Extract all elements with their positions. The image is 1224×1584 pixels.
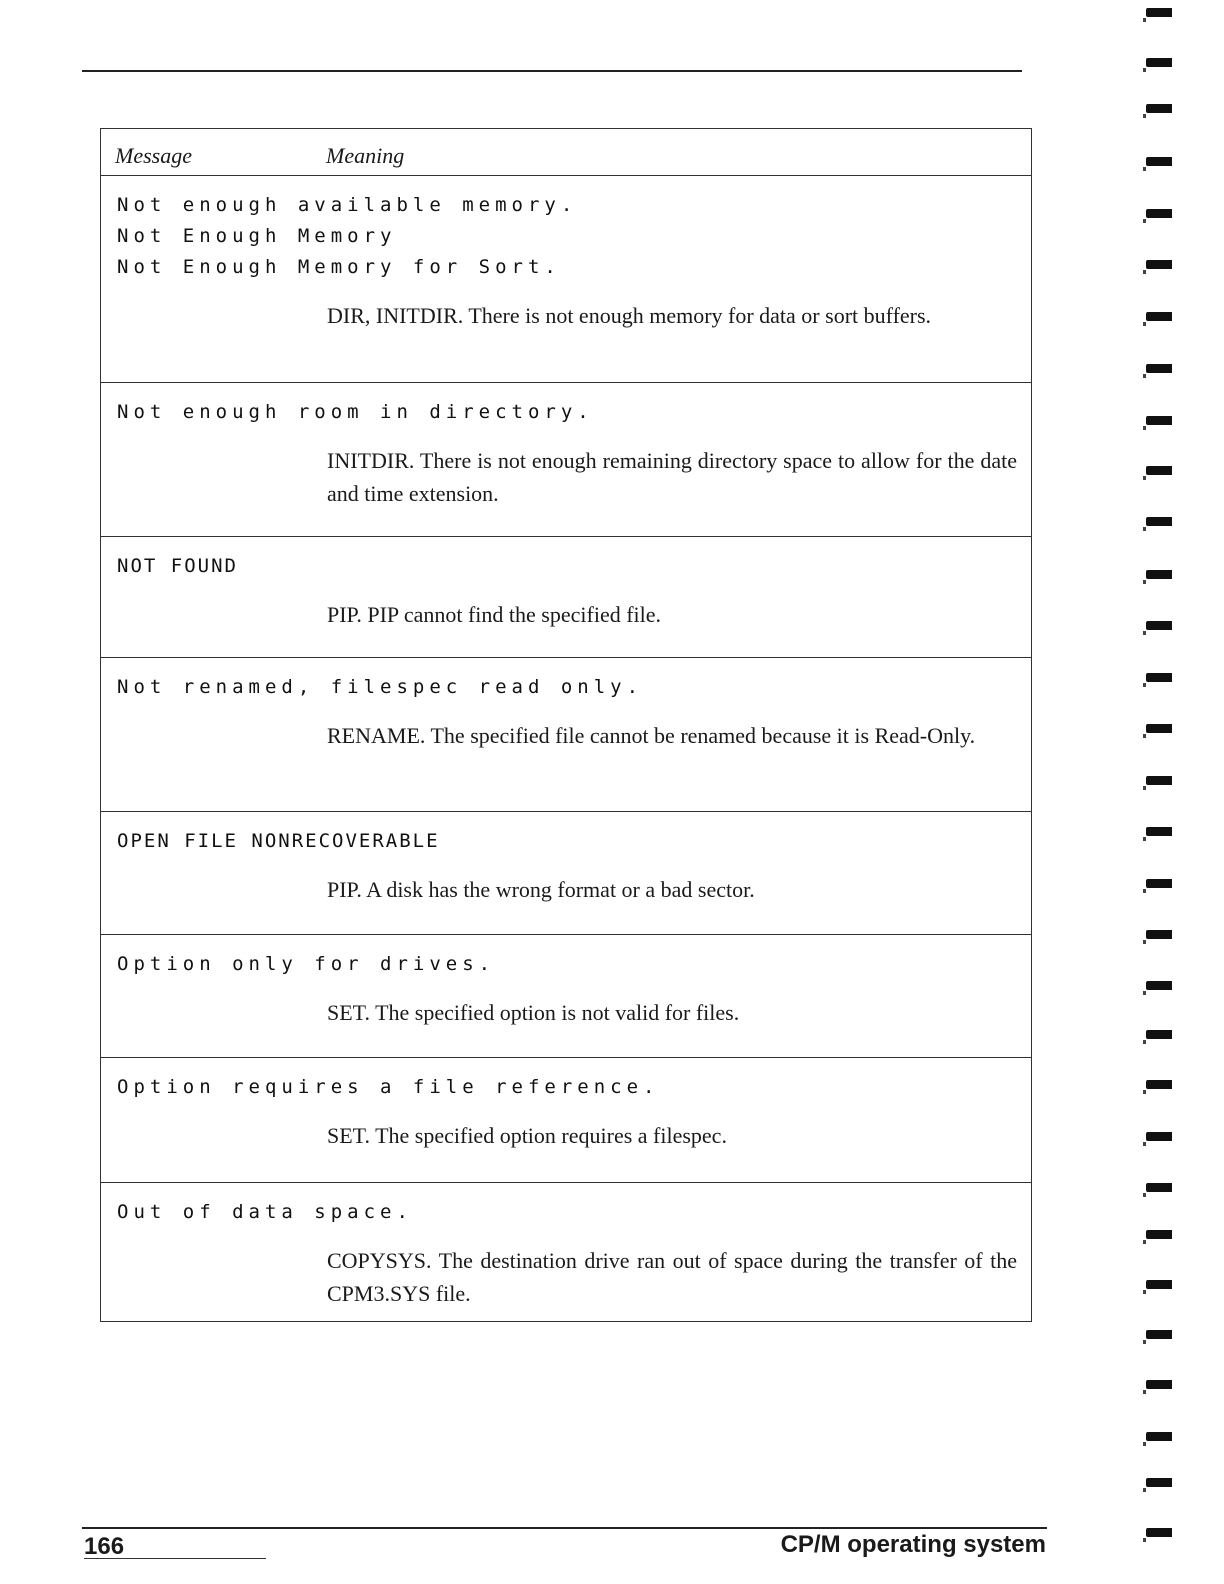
error-message: NOT FOUND xyxy=(117,555,238,577)
error-message: OPEN FILE NONRECOVERABLE xyxy=(117,830,440,852)
message-group xyxy=(101,383,1031,428)
binding-mark xyxy=(1146,517,1172,526)
meaning-text: INITDIR. There is not enough remaining directory space to allow for the date and time extension. xyxy=(327,448,1017,506)
meaning-text: SET. The specified option is not valid for files. xyxy=(327,1000,740,1025)
table-row xyxy=(101,935,1031,1058)
error-message: Not Enough Memory xyxy=(117,225,397,247)
binding-mark xyxy=(1146,260,1172,269)
binding-mark xyxy=(1146,776,1172,785)
header-meaning: Meaning xyxy=(326,143,405,168)
meaning-text: COPYSYS. The destination drive ran out of space during the transfer of the CPM3.SYS file. xyxy=(327,1248,1017,1306)
binding-mark xyxy=(1146,104,1172,113)
binding-mark xyxy=(1146,8,1172,17)
binding-mark xyxy=(1146,930,1172,939)
message-group xyxy=(101,176,1031,283)
binding-mark xyxy=(1146,621,1172,630)
binding-mark xyxy=(1146,416,1172,425)
binding-mark xyxy=(1146,312,1172,321)
binding-mark xyxy=(1146,1230,1172,1239)
top-rule xyxy=(82,70,1022,72)
binding-mark xyxy=(1146,1080,1172,1089)
message-group xyxy=(101,537,1031,582)
binding-mark xyxy=(1146,1030,1172,1039)
meaning-text: SET. The specified option requires a filespec. xyxy=(327,1123,727,1148)
meaning-text: PIP. PIP cannot find the specified file. xyxy=(327,602,662,627)
header-message: Message xyxy=(115,143,192,168)
binding-mark xyxy=(1146,58,1172,67)
table-row xyxy=(101,812,1031,935)
table-row xyxy=(101,1183,1031,1322)
running-title: CP/M operating system xyxy=(780,1531,1046,1558)
binding-mark xyxy=(1146,209,1172,218)
binding-mark xyxy=(1146,673,1172,682)
message-table xyxy=(100,128,1032,1322)
binding-mark xyxy=(1146,1528,1172,1537)
binding-mark xyxy=(1146,1183,1172,1192)
binding-mark xyxy=(1146,879,1172,888)
meaning-text: PIP. A disk has the wrong format or a bad sector. xyxy=(327,877,755,902)
table-header xyxy=(101,129,1031,176)
page-number-underline xyxy=(84,1558,266,1559)
binding-mark xyxy=(1146,1432,1172,1441)
binding-mark xyxy=(1146,724,1172,733)
error-message: Not enough room in directory. xyxy=(117,401,594,423)
message-group xyxy=(101,812,1031,857)
table-row xyxy=(101,1058,1031,1183)
table-row xyxy=(101,658,1031,812)
meaning-text: DIR, INITDIR. There is not enough memory for data or sort buffers. xyxy=(327,303,932,328)
meaning-text: RENAME. The specified file cannot be renamed because it is Read-Only. xyxy=(327,723,976,748)
error-message: Option only for drives. xyxy=(117,953,496,975)
table-row xyxy=(101,176,1031,383)
binding-mark xyxy=(1146,570,1172,579)
error-message: Option requires a file reference. xyxy=(117,1076,660,1098)
table-row xyxy=(101,383,1031,537)
error-message: Not enough available memory. xyxy=(117,194,578,216)
message-group xyxy=(101,935,1031,980)
binding-mark xyxy=(1146,827,1172,836)
page-number: 166 xyxy=(84,1533,125,1560)
binding-mark xyxy=(1146,157,1172,166)
message-group xyxy=(101,658,1031,703)
error-message: Not renamed, filespec read only. xyxy=(117,676,644,698)
error-message: Out of data space. xyxy=(117,1201,413,1223)
binding-edge-marks xyxy=(1142,0,1172,1584)
binding-mark xyxy=(1146,1330,1172,1339)
binding-mark xyxy=(1146,1478,1172,1487)
table-row xyxy=(101,537,1031,658)
binding-mark xyxy=(1146,1132,1172,1141)
message-group xyxy=(101,1183,1031,1228)
binding-mark xyxy=(1146,1380,1172,1389)
error-message: Not Enough Memory for Sort. xyxy=(117,256,561,278)
message-group xyxy=(101,1058,1031,1103)
footer-rule xyxy=(82,1527,1047,1529)
binding-mark xyxy=(1146,1280,1172,1289)
binding-mark xyxy=(1146,981,1172,990)
binding-mark xyxy=(1146,466,1172,475)
binding-mark xyxy=(1146,364,1172,373)
